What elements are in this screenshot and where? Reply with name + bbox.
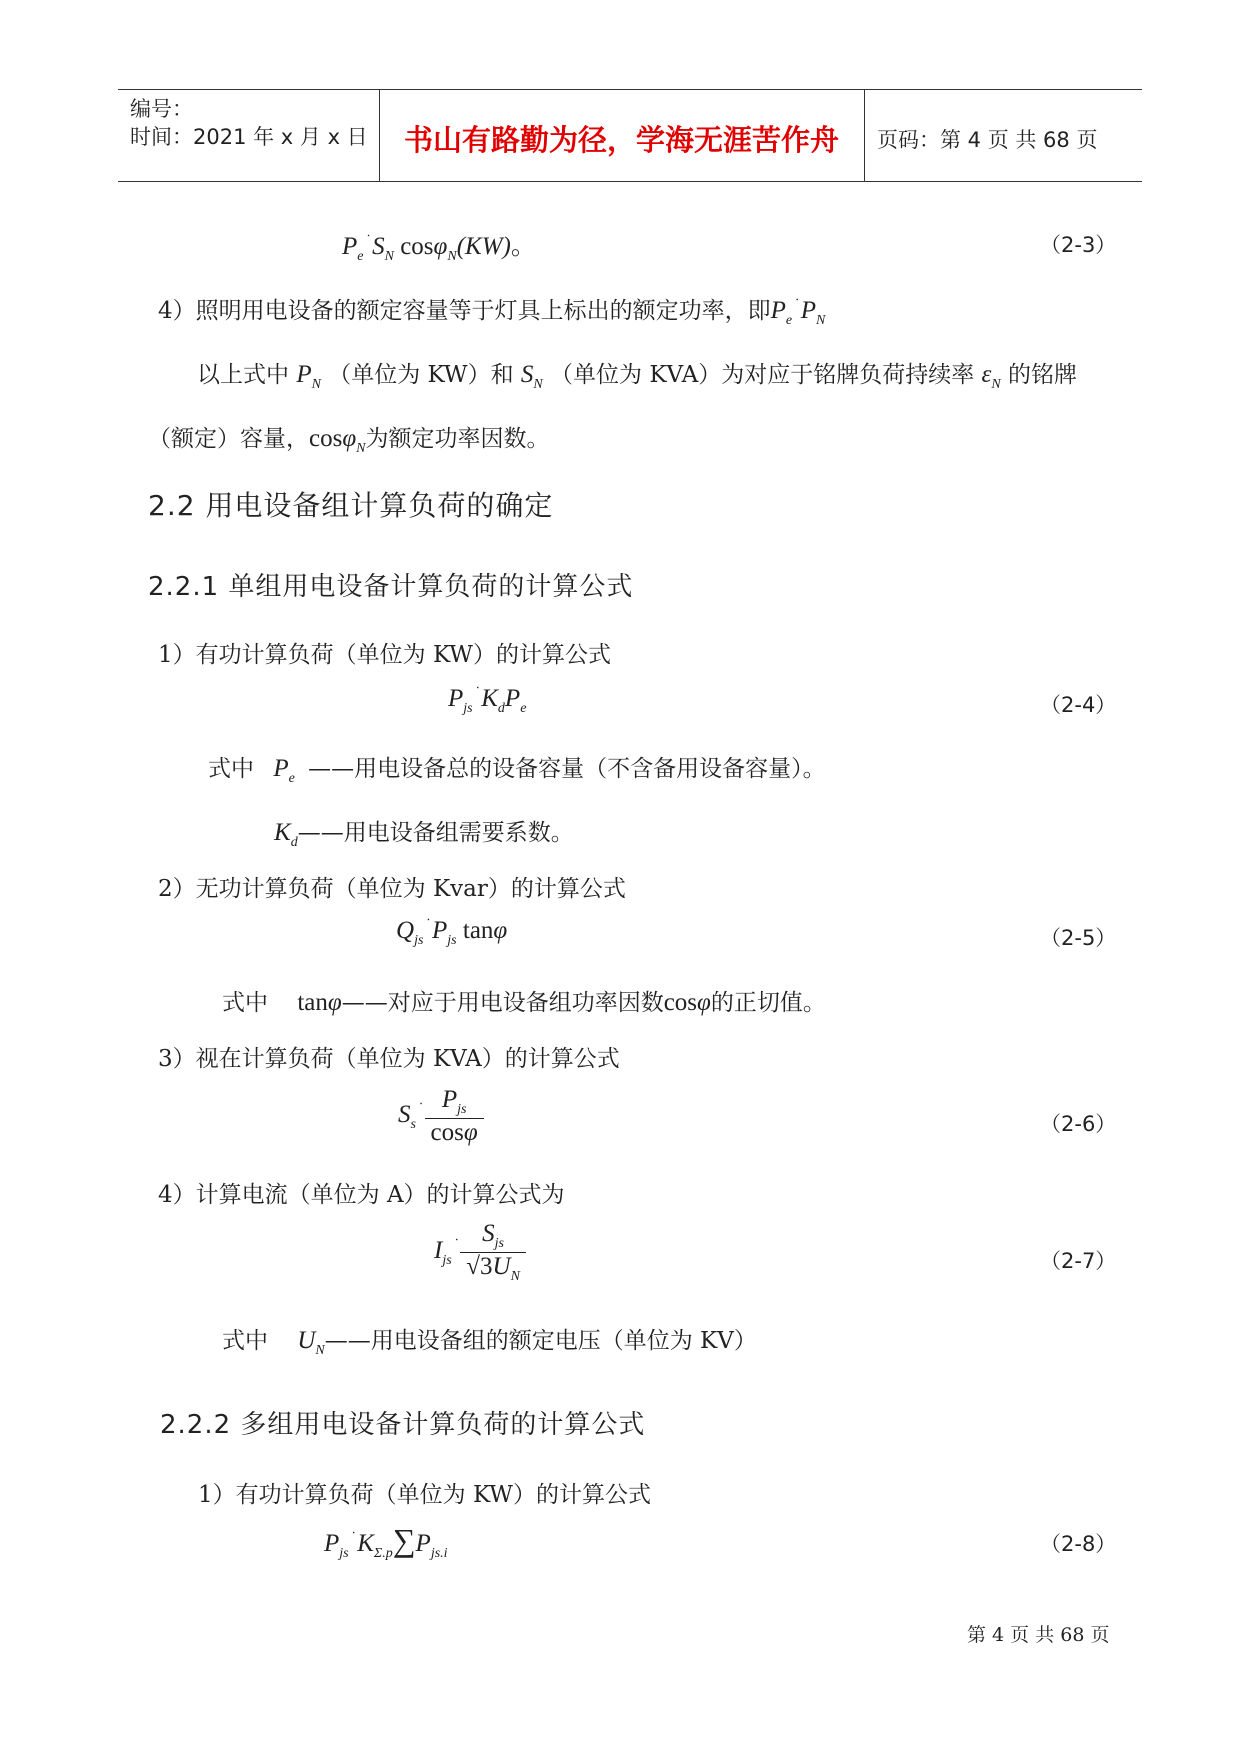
definition-Pe: 式中 $P_e$ ——用电设备总的设备容量（不含备用设备容量）。 bbox=[208, 755, 826, 786]
equals-glyph: ᐝ bbox=[454, 1238, 458, 1254]
equation-2-8: $P_{js}^ᐝ$ $K_{\Sigma.p}\sum P_{js.i}$ bbox=[324, 1522, 448, 1561]
equation-2-4: $P_{js}^ᐝ$ $K_dP_e$ bbox=[448, 685, 527, 716]
header-bottom-rule bbox=[118, 181, 1142, 182]
equation-2-6: $S_s^ᐝ$ $\frac{P_{js}}{\cos\varphi}$ bbox=[398, 1086, 484, 1147]
equals-glyph: ᐝ bbox=[418, 1102, 422, 1118]
equals-glyph: ᐝ bbox=[366, 234, 370, 249]
equation-2-7: $I_{js}^ᐝ$ $\frac{S_{js}}{√3U_N}$ bbox=[434, 1220, 526, 1285]
item-1-active-load: 1）有功计算负荷（单位为 KW）的计算公式 bbox=[158, 642, 611, 668]
equation-number-2-4: （2-4） bbox=[1040, 693, 1117, 717]
definition-tan-phi: 式中 tanφ——对应于用电设备组功率因数cosφ的正切值。 bbox=[222, 989, 826, 1016]
fraction-2-6: $\frac{P_{js}}{\cos\varphi}$ bbox=[425, 1086, 484, 1147]
header-page-info: 页码：第 4 页 共 68 页 bbox=[877, 128, 1098, 152]
item-3-apparent-load: 3）视在计算负荷（单位为 KVA）的计算公式 bbox=[158, 1046, 620, 1072]
equation-number-2-6: （2-6） bbox=[1040, 1112, 1117, 1136]
item-2-reactive-load: 2）无功计算负荷（单位为 Kvar）的计算公式 bbox=[158, 876, 626, 902]
paragraph-rated-line-1: 以上式中 $P_N$ （单位为 KW）和 $S_N$ （单位为 KVA）为对应于铭牌负荷持续率 $\varepsilon_N$ 的铭牌 bbox=[197, 361, 1078, 392]
equation-2-5: $Q_{js}^ᐝ$ $P_{js}$ tanφ bbox=[396, 917, 508, 948]
definition-Kd: $K_d——$用电设备组需要系数。 bbox=[274, 819, 574, 850]
definition-UN: 式中 $U_N——$用电设备组的额定电压（单位为 KV） bbox=[222, 1327, 757, 1358]
item-4-lighting: 4）照明用电设备的额定容量等于灯具上标出的额定功率，即$P_e^ᐝ$ $P_N$ bbox=[158, 297, 826, 328]
header-top-rule bbox=[118, 89, 1142, 90]
header-slogan: 书山有路勤为径，学海无涯苦作舟 bbox=[404, 123, 840, 157]
equals-glyph: ᐝ bbox=[351, 1531, 355, 1546]
page-footer: 第 4 页 共 68 页 bbox=[967, 1624, 1110, 1646]
section-heading-2-2: 2.2 用电设备组计算负荷的确定 bbox=[148, 489, 554, 522]
item-4-current: 4）计算电流（单位为 A）的计算公式为 bbox=[158, 1182, 565, 1208]
fraction-2-7: $\frac{S_{js}}{√3U_N}$ bbox=[460, 1220, 526, 1285]
section-heading-2-2-2: 2.2.2 多组用电设备计算负荷的计算公式 bbox=[160, 1410, 646, 1440]
equation-number-2-5: （2-5） bbox=[1040, 926, 1117, 950]
header-number-label: 编号： bbox=[130, 97, 193, 121]
header-divider-right bbox=[864, 89, 865, 181]
equation-number-2-7: （2-7） bbox=[1040, 1249, 1117, 1273]
equals-glyph: ᐝ bbox=[426, 918, 429, 933]
item-1-multi-active-load: 1）有功计算负荷（单位为 KW）的计算公式 bbox=[198, 1482, 651, 1508]
equation-number-2-3: （2-3） bbox=[1040, 233, 1117, 257]
equation-2-3: $P_e^ᐝ$ $S_N$ cosφ$_N$(KW)。 bbox=[342, 233, 536, 264]
header-time-label: 时间：2021 年 x 月 x 日 bbox=[130, 125, 368, 149]
paragraph-rated-line-2: （额定）容量，cosφ$_N$为额定功率因数。 bbox=[148, 425, 550, 456]
section-heading-2-2-1: 2.2.1 单组用电设备计算负荷的计算公式 bbox=[148, 572, 634, 602]
equals-glyph: ᐝ bbox=[795, 298, 798, 313]
equals-glyph: ᐝ bbox=[475, 686, 479, 701]
header-divider-left bbox=[379, 89, 380, 181]
equation-number-2-8: （2-8） bbox=[1040, 1532, 1117, 1556]
